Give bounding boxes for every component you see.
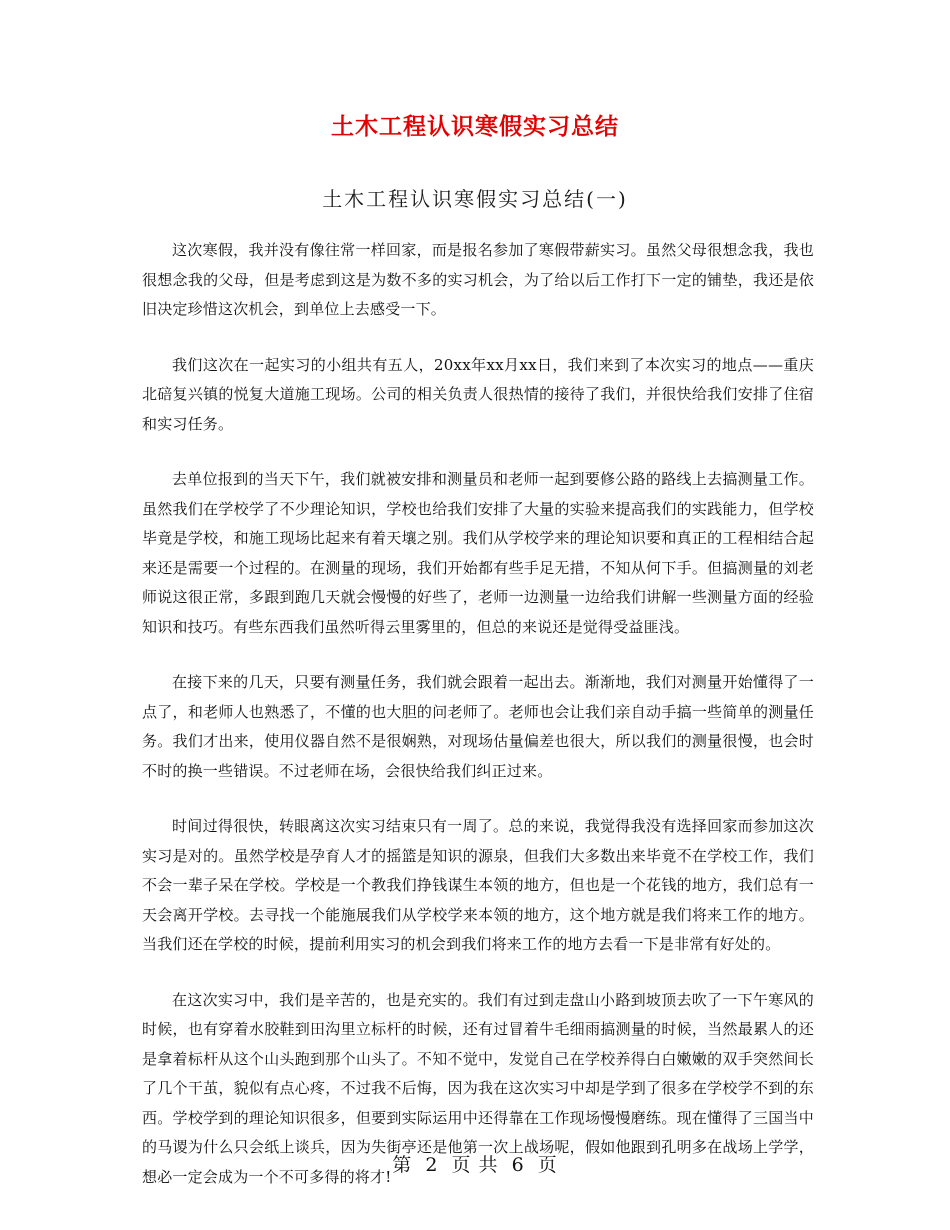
page-mid: 页 共 (451, 1154, 499, 1176)
paragraph: 去单位报到的当天下午，我们就被安排和测量员和老师一起到要修公路的路线上去搞测量工作。虽然我们在学校学了不少理论知识，学校也给我们安排了大量的实验来提高我们的实践能力，但学校毕竟是学校，和施工现场比起来有着天壤之别。我们从学校学来的理论知识要和真正的工程相结合起来还是需要一个过程的。在测量的现场，我们开始都有些手足无措，不知从何下手。但搞测量的刘老师说这很正常，多跟到跑几天就会慢慢的好些了，老师一边测量一边给我们讲解一些测量方面的经验知识和技巧。有些东西我们虽然听得云里雾里的，但总的来说还是觉得受益匪浅。 (142, 470, 814, 636)
paragraph: 这次寒假，我并没有像往常一样回家，而是报名参加了寒假带薪实习。虽然父母很想念我，我也很想念我的父母，但是考虑到这是为数不多的实习机会，为了给以后工作打下一定的铺垫，我还是依旧决定珍惜这次机会，到单位上去感受一下。 (142, 241, 814, 318)
page-prefix: 第 (392, 1154, 413, 1176)
page-suffix: 页 (537, 1154, 558, 1176)
document-subtitle: 土木工程认识寒假实习总结(一) (322, 187, 628, 211)
paragraph: 在这次实习中，我们是辛苦的，也是充实的。我们有过到走盘山小路到坡顶去吹了一下午寒风的时候，也有穿着水胶鞋到田沟里立标杆的时候，还有过冒着牛毛细雨搞测量的时候，当然最累人的还是拿着标杆从这个山头跑到那个山头了。不知不觉中，发觉自己在学校养得白白嫩嫩的双手突然间长了几个干茧，貌似有点心疼，不过我不后悔，因为我在这次实习中却是学到了很多在学校学不到的东西。学校学到的理论知识很多，但要到实际运用中还得靠在工作现场慢慢磨练。现在懂得了三国当中的马谡为什么只会纸上谈兵，因为失街亭还是他第一次上战场呢，假如他跟到孔明多在战场上学学，想必一定会成为一个不可多得的将才! (142, 990, 814, 1186)
document-body (142, 236, 814, 1218)
document-title: 土木工程认识寒假实习总结 (331, 114, 619, 140)
page-footer (0, 1150, 950, 1177)
paragraph: 我们这次在一起实习的小组共有五人，20xx年xx月xx日，我们来到了本次实习的地点——重庆北碚复兴镇的悦复大道施工现场。公司的相关负责人很热情的接待了我们，并很快给我们安排了住宿和实习任务。 (142, 355, 814, 433)
page-current-number: 2 (425, 1154, 439, 1176)
paragraph: 时间过得很快，转眼离这次实习结束只有一周了。总的来说，我觉得我没有选择回家而参加这次实习是对的。虽然学校是孕育人才的摇篮是知识的源泉，但我们大多数出来毕竟不在学校工作，我们不会一辈子呆在学校。学校是一个教我们挣钱谋生本领的地方，但也是一个花钱的地方，我们总有一天会离开学校。去寻找一个能施展我们从学校学来本领的地方，这个地方就是我们将来工作的地方。当我们还在学校的时候，提前利用实习的机会到我们将来工作的地方去看一下是非常有好处的。 (142, 817, 814, 953)
paragraph: 在接下来的几天，只要有测量任务，我们就会跟着一起出去。渐渐地，我们对测量开始懂得了一点了，和老师人也熟悉了，不懂的也大胆的问老师了。老师也会让我们亲自动手搞一些简单的测量任务。我们才出来，使用仪器自然不是很娴熟，对现场估量偏差也很大，所以我们的测量很慢，也会时不时的换一些错误。不过老师在场，会很快给我们纠正过来。 (142, 673, 814, 780)
page-total-number: 6 (511, 1154, 525, 1176)
